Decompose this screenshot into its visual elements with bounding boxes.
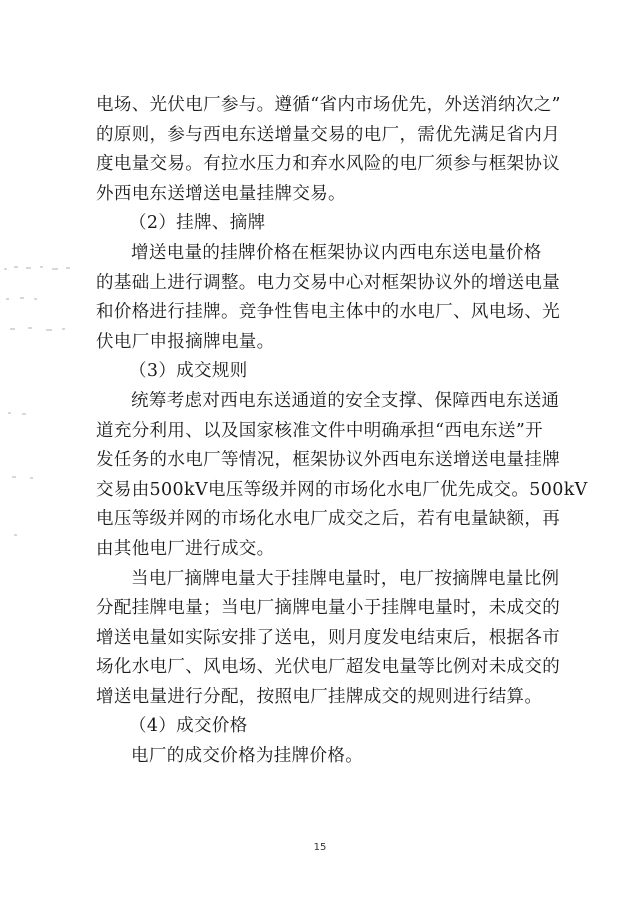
text-line: 外西电东送增送电量挂牌交易。 <box>96 183 346 204</box>
text-line: 伏电厂申报摘牌电量。 <box>96 331 275 352</box>
section-heading-3: （3）成交规则 <box>129 361 248 382</box>
text-line: 电压等级并网的市场化水电厂成交之后，若有电量缺额，再 <box>96 509 561 530</box>
text-line: 度电量交易。有拉水压力和弃水风险的电厂须参与框架协议 <box>96 154 561 175</box>
page-number: 15 <box>313 842 327 853</box>
text-line: 交易由500kV电压等级并网的市场化水电厂优先成交。500kV <box>96 479 588 500</box>
text-line: 统筹考虑对西电东送通道的安全支撑、保障西电东送通 <box>131 390 560 411</box>
section-heading-2: （2）挂牌、摘牌 <box>129 213 266 234</box>
scan-artifact <box>0 0 90 903</box>
body-text <box>96 91 588 772</box>
text-line: 的基础上进行调整。电力交易中心对框架协议外的增送电量 <box>96 272 561 293</box>
section-heading-4: （4）成交价格 <box>129 716 248 737</box>
text-line: 的原则，参与西电东送增量交易的电厂，需优先满足省内月 <box>96 124 561 145</box>
text-line: 分配挂牌电量；当电厂摘牌电量小于挂牌电量时，未成交的 <box>96 598 561 619</box>
text-line: 电厂的成交价格为挂牌价格。 <box>131 746 364 767</box>
text-line: 发任务的水电厂等情况，框架协议外西电东送增送电量挂牌 <box>96 450 561 471</box>
text-line: 增送电量如实际安排了送电，则月度发电结束后，根据各市 <box>96 627 561 648</box>
text-line: 场化水电厂、风电场、光伏电厂超发电量等比例对未成交的 <box>96 657 561 678</box>
text-line: 道充分利用、以及国家核准文件中明确承担“西电东送”开 <box>96 420 543 441</box>
text-line: 由其他电厂进行成交。 <box>96 538 275 559</box>
text-line: 和价格进行挂牌。竞争性售电主体中的水电厂、风电场、光 <box>96 302 561 323</box>
text-line: 电场、光伏电厂参与。遵循“省内市场优先，外送消纳次之” <box>96 95 561 115</box>
text-line: 增送电量进行分配，按照电厂挂牌成交的规则进行结算。 <box>96 686 543 707</box>
text-line: 当电厂摘牌电量大于挂牌电量时，电厂按摘牌电量比例 <box>131 568 560 589</box>
text-line: 增送电量的挂牌价格在框架协议内西电东送电量价格 <box>131 242 542 263</box>
